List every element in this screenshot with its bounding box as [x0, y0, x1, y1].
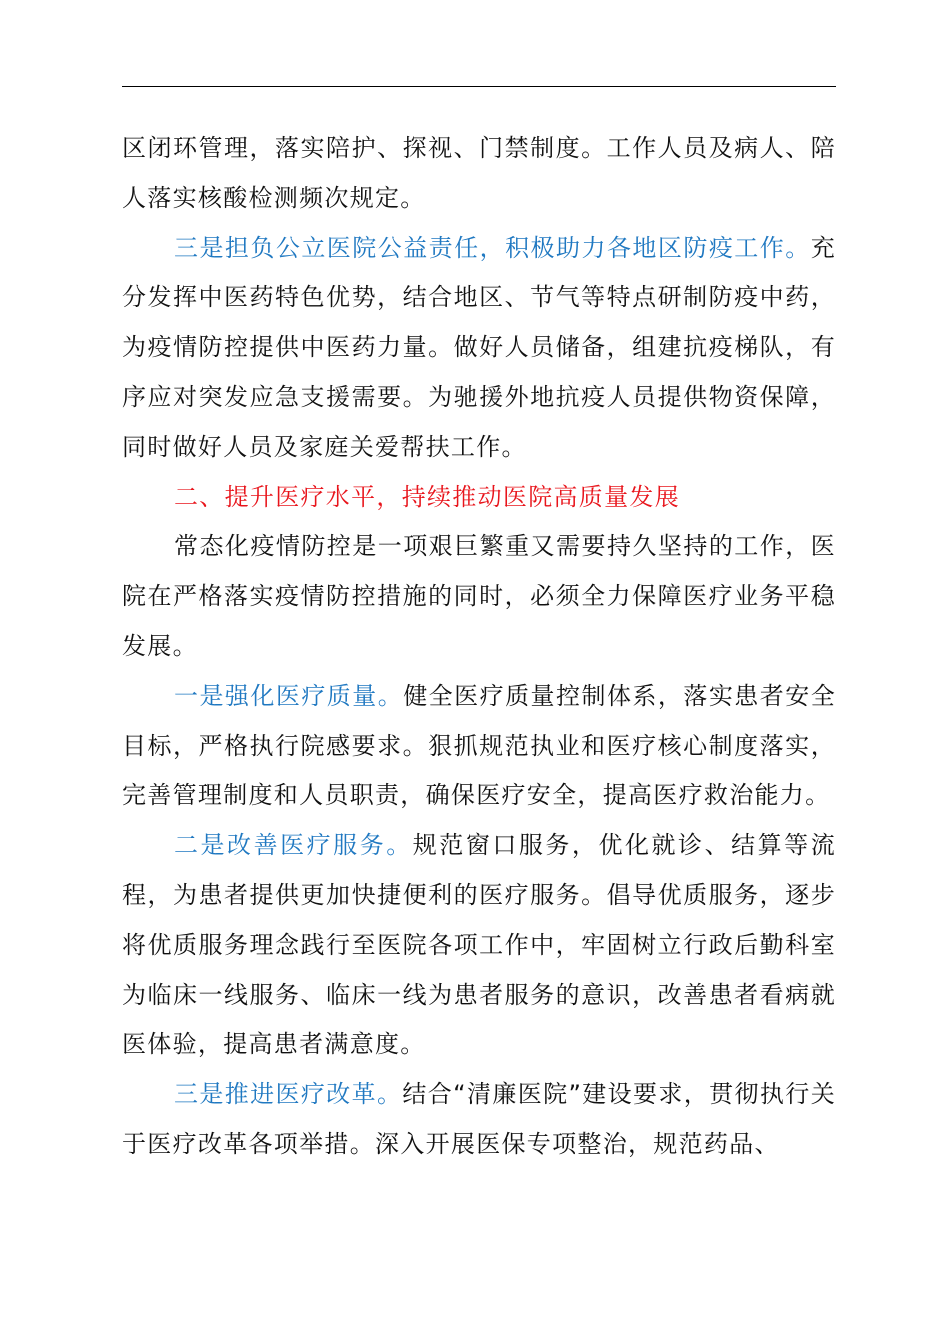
paragraph-public-welfare [122, 224, 836, 473]
paragraph-text: 充分发挥中医药特色优势，结合地区、节气等特点研制防疫中药，为疫情防控提供中医药力量。做好人员储备，组建抗疫梯队，有序应对突发应急支援需要。为驰援外地抗疫人员提供物资保障，同时做好人员及家庭关爱帮扶工作。 [122, 233, 836, 461]
paragraph-service [122, 821, 836, 1070]
paragraph-text: 健全医疗质量控制体系，落实患者安全目标，严格执行院感要求。狠抓规范执业和医疗核心制度落实，完善管理制度和人员职责，确保医疗安全，提高医疗救治能力。 [122, 681, 836, 810]
paragraph-text: 常态化疫情防控是一项艰巨繁重又需要持久坚持的工作，医院在严格落实疫情防控措施的同时，必须全力保障医疗业务平稳发展。 [122, 532, 836, 660]
paragraph-lead-heading: 三是推进医疗改革。 [174, 1080, 403, 1109]
paragraph-quality [122, 672, 836, 821]
section-heading [122, 473, 836, 523]
paragraph-text: 区闭环管理，落实陪护、探视、门禁制度。工作人员及病人、陪人落实核酸检测频次规定。 [122, 134, 836, 212]
document-body [122, 124, 836, 1170]
paragraph-intro [122, 522, 836, 671]
paragraph-lead-heading: 二是改善医疗服务。 [174, 831, 413, 860]
paragraph-lead-heading: 一是强化医疗质量。 [174, 681, 404, 710]
paragraph-lead-heading: 三是担负公立医院公益责任，积极助力各地区防疫工作。 [174, 233, 811, 262]
paragraph-text: 规范窗口服务，优化就诊、结算等流程，为患者提供更加快捷便利的医疗服务。倡导优质服务，逐步将优质服务理念践行至医院各项工作中，牢固树立行政后勤科室为临床一线服务、临床一线为患者服务的意识，改善患者看病就医体验，提高患者满意度。 [122, 831, 836, 1059]
paragraph-reform [122, 1070, 836, 1170]
section-heading-text: 二、提升医疗水平，持续推动医院高质量发展 [174, 482, 680, 511]
paragraph-text: 结合“清廉医院”建设要求，贯彻执行关于医疗改革各项举措。深入开展医保专项整治，规范药品、 [122, 1080, 836, 1158]
paragraph-continuation [122, 124, 836, 224]
header-rule [122, 86, 836, 87]
